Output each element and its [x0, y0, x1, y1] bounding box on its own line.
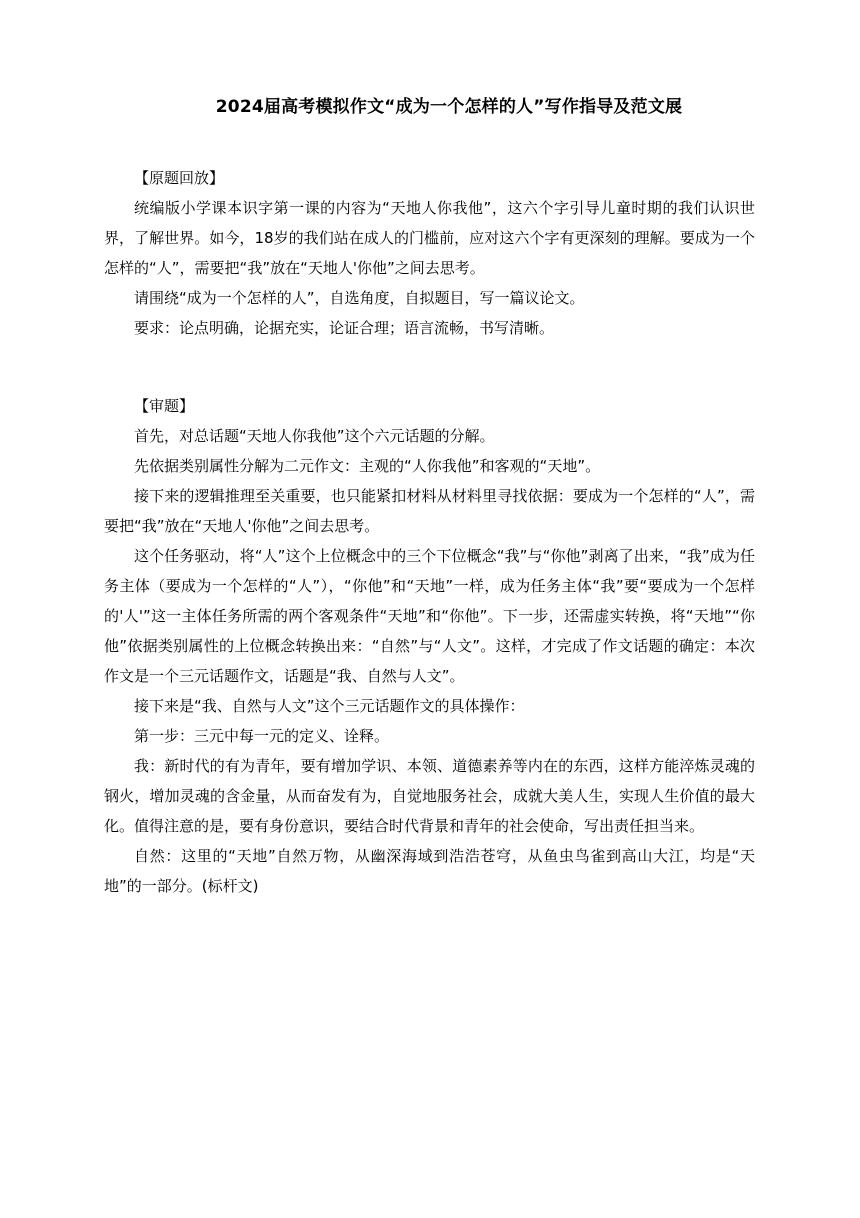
paragraph: 接下来是“我、自然与人文”这个三元话题作文的具体操作：	[134, 697, 525, 715]
paragraph: 请围绕“成为一个怎样的人”，自选角度，自拟题目，写一篇议论文。	[134, 289, 585, 307]
paragraph: 统编版小学课本识字第一课的内容为“天地人你我他”，这六个字引导儿童时期的我们认识世界，了解世界。如今，18岁的我们站在成人的门槛前，应对这六个字有更深刻的理解。要成为一个怎样的“人”，需要把“我”放在“天地人'你他”之间去思考。	[104, 199, 755, 277]
paragraph: 第一步：三元中每一元的定义、诠释。	[134, 727, 390, 745]
paragraph: 我：新时代的有为青年，要有增加学识、本领、道德素养等内在的东西，这样方能淬炼灵魂的钢火，增加灵魂的含金量，从而奋发有为，自觉地服务社会，成就大美人生，实现人生价值的最大化。值得注意的是，要有身份意识，要结合时代背景和青年的社会使命，写出责任担当来。	[104, 757, 755, 835]
paragraph: 先依据类别属性分解为二元作文：主观的“人你我他”和客观的“天地”。	[134, 457, 601, 475]
section-heading-original-question: 【原题回放】	[134, 169, 225, 187]
paragraph: 首先，对总话题“天地人你我他”这个六元话题的分解。	[134, 427, 495, 445]
section-spacer	[104, 343, 755, 391]
document-body	[104, 163, 755, 901]
paragraph: 这个任务驱动，将“人”这个上位概念中的三个下位概念“我”与“你他”剥离了出来，“我”成为任务主体（要成为一个怎样的“人”），“你他”和“天地”一样，成为任务主体“我”要“要成为一个怎样的'人'”这一主体任务所需的两个客观条件“天地”和“你他”。下一步，还需虚实转换，将“天地”“你他”依据类别属性的上位概念转换出来：“自然”与“人文”。这样，才完成了作文话题的确定：本次作文是一个三元话题作文，话题是“我、自然与人文”。	[104, 547, 755, 685]
document-title: 2024届高考模拟作文“成为一个怎样的人”写作指导及范文展	[215, 97, 683, 117]
paragraph: 自然：这里的“天地”自然万物，从幽深海域到浩浩苍穹，从鱼虫鸟雀到高山大江，均是“天地”的一部分。(标杆文)	[104, 847, 755, 895]
section-heading-analysis: 【审题】	[134, 397, 195, 415]
paragraph: 要求：论点明确，论据充实，论证合理；语言流畅，书写清晰。	[134, 319, 555, 337]
paragraph: 接下来的逻辑推理至关重要，也只能紧扣材料从材料里寻找依据：要成为一个怎样的“人”，需要把“我”放在“天地人'你他”之间去思考。	[104, 487, 755, 535]
